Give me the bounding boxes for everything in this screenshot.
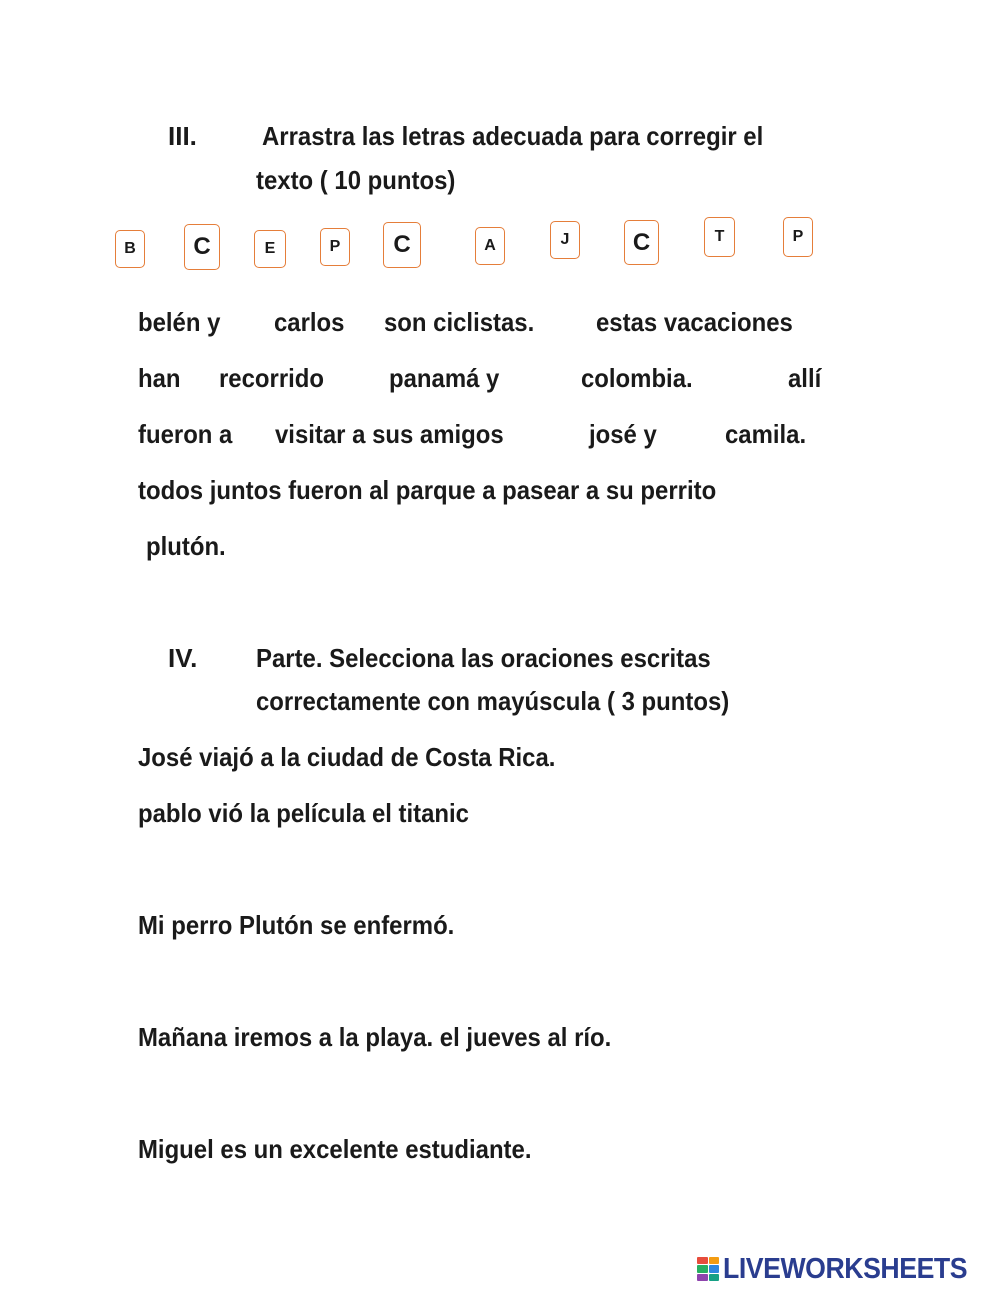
letter-tile-7[interactable]: J bbox=[550, 221, 580, 259]
letter-tile-2[interactable]: C bbox=[184, 224, 220, 270]
section-3-heading-line2: texto ( 10 puntos) bbox=[256, 165, 456, 195]
logo-block-4 bbox=[709, 1265, 720, 1272]
logo-block-1 bbox=[697, 1257, 708, 1264]
liveworksheets-logo-text: LIVEWORKSHEETS bbox=[723, 1252, 968, 1285]
passage-line-todos-juntos: todos juntos fueron al parque a pasear a su perrito bbox=[138, 475, 717, 505]
letter-tile-10[interactable]: P bbox=[783, 217, 813, 257]
passage-word-colombia: colombia. bbox=[581, 363, 693, 393]
logo-block-5 bbox=[697, 1274, 708, 1281]
logo-block-3 bbox=[697, 1265, 708, 1272]
liveworksheets-logo bbox=[697, 1254, 988, 1284]
passage-word-han: han bbox=[138, 363, 181, 393]
passage-word-alli: allí bbox=[788, 363, 822, 393]
section-3-number: III. bbox=[168, 121, 197, 151]
passage-word-camila: camila. bbox=[725, 419, 807, 449]
passage-word-jose: josé y bbox=[589, 419, 657, 449]
logo-block-6 bbox=[709, 1274, 720, 1281]
sentence-option-3[interactable]: Mi perro Plutón se enfermó. bbox=[138, 910, 455, 940]
passage-word-fueron-a: fueron a bbox=[138, 419, 233, 449]
letter-tile-3[interactable]: E bbox=[254, 230, 286, 268]
passage-word-carlos: carlos bbox=[274, 307, 345, 337]
letter-tile-8[interactable]: C bbox=[624, 220, 659, 265]
liveworksheets-logo-icon bbox=[697, 1257, 719, 1281]
sentence-option-4[interactable]: Mañana iremos a la playa. el jueves al río. bbox=[138, 1022, 612, 1052]
passage-word-belen: belén y bbox=[138, 307, 221, 337]
passage-word-pluton: plutón. bbox=[146, 531, 226, 561]
passage-word-panama: panamá y bbox=[389, 363, 500, 393]
passage-word-visitar: visitar a sus amigos bbox=[275, 419, 504, 449]
passage-word-estas-vacaciones: estas vacaciones bbox=[596, 307, 793, 337]
sentence-option-1[interactable]: José viajó a la ciudad de Costa Rica. bbox=[138, 742, 556, 772]
sentence-option-2[interactable]: pablo vió la película el titanic bbox=[138, 798, 469, 828]
logo-block-2 bbox=[709, 1257, 720, 1264]
sentence-option-5[interactable]: Miguel es un excelente estudiante. bbox=[138, 1134, 532, 1164]
letter-tile-6[interactable]: A bbox=[475, 227, 505, 265]
letter-tile-5[interactable]: C bbox=[383, 222, 421, 268]
section-4-heading-line2: correctamente con mayúscula ( 3 puntos) bbox=[256, 686, 730, 716]
letter-tile-1[interactable]: B bbox=[115, 230, 145, 268]
section-3-heading-line1: Arrastra las letras adecuada para corregir el bbox=[262, 121, 764, 151]
passage-word-recorrido: recorrido bbox=[219, 363, 325, 393]
passage-word-son-ciclistas: son ciclistas. bbox=[384, 307, 535, 337]
letter-tile-9[interactable]: T bbox=[704, 217, 735, 257]
section-4-number: IV. bbox=[168, 643, 198, 673]
section-4-heading-line1: Parte. Selecciona las oraciones escritas bbox=[256, 643, 711, 673]
letter-tile-4[interactable]: P bbox=[320, 228, 350, 266]
